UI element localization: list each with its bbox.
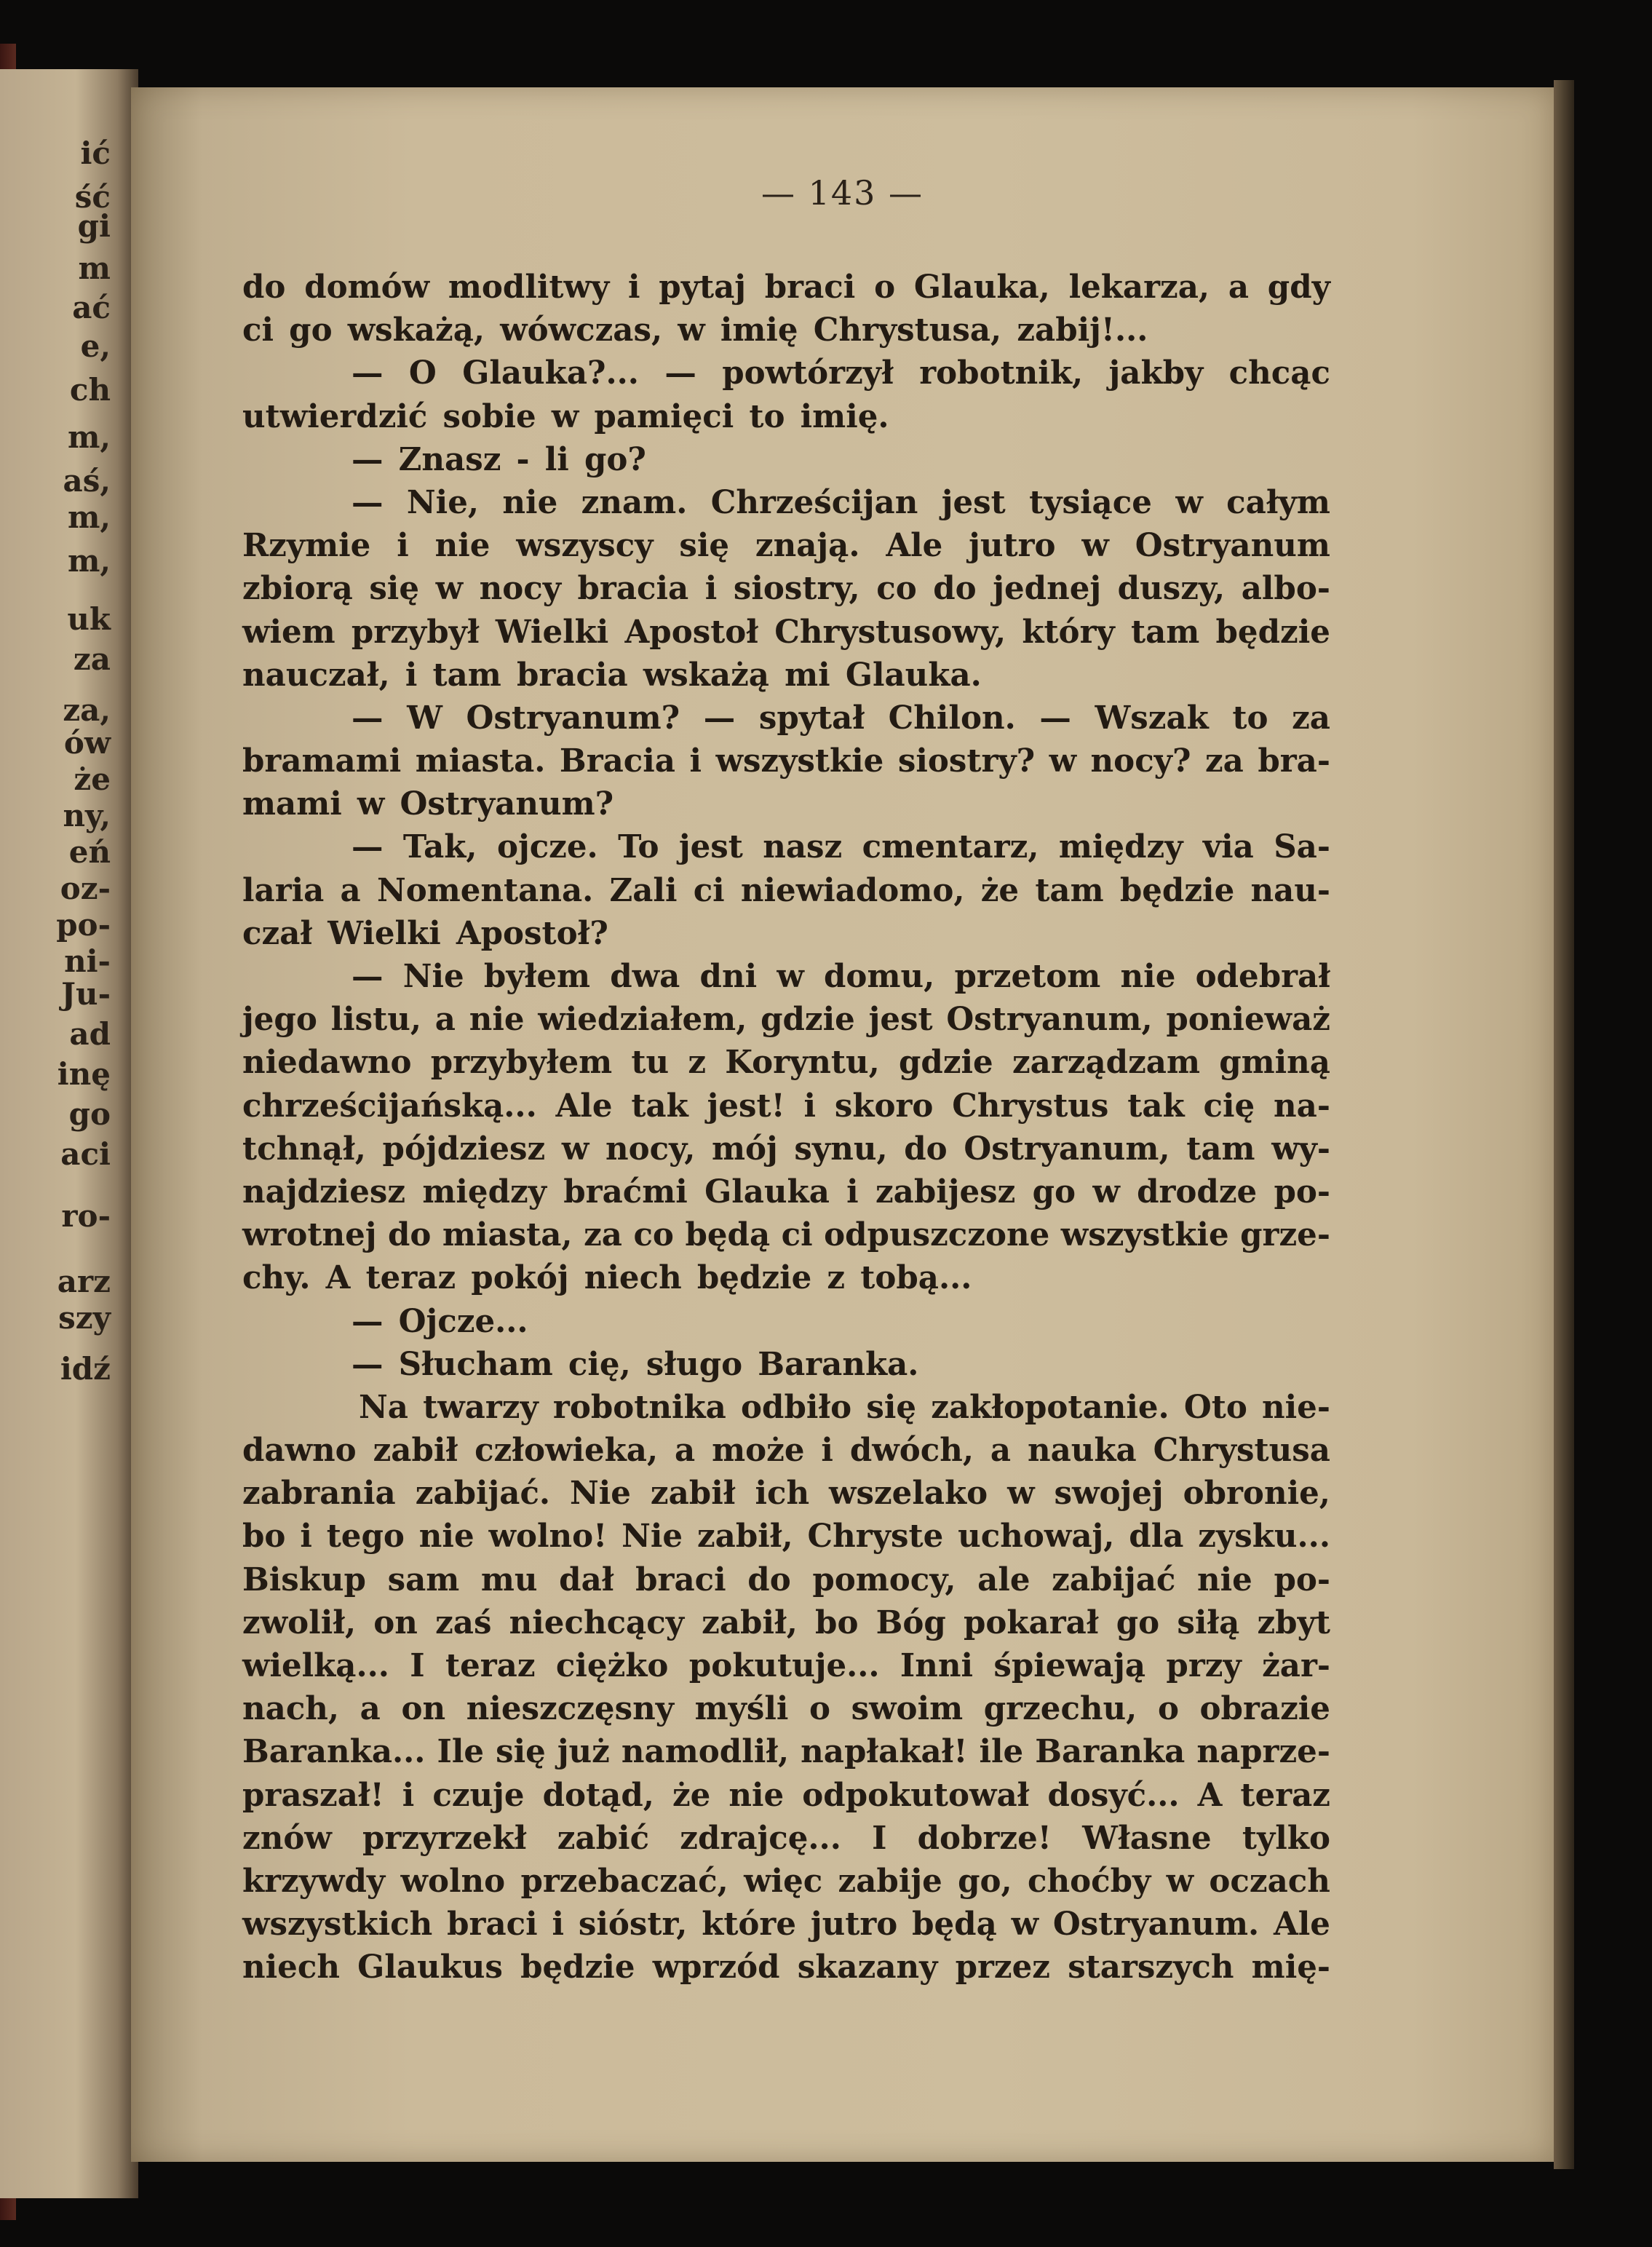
left-page-fragment: gi (77, 208, 111, 244)
text-line: laria a Nomentana. Zali ci niewiadomo, że tam będzie nau- (242, 871, 1330, 909)
text-line: chy. A teraz pokój niech będzie z tobą... (242, 1259, 972, 1297)
text-line: najdziesz między braćmi Glauka i zabijesz go w drodze po- (242, 1173, 1330, 1210)
left-page-fragment: szy (58, 1300, 111, 1336)
text-line: — Słucham cię, sługo Baranka. (352, 1345, 919, 1383)
text-line: nach, a on nieszczęsny myśli o swoim grzechu, o obrazie (242, 1690, 1330, 1728)
left-page-fragment: aci (60, 1136, 111, 1172)
text-line: wrotnej do miasta, za co będą ci odpuszczone wszystkie grze- (242, 1216, 1330, 1254)
left-page-fragment: inę (57, 1056, 111, 1092)
text-line: chrześcijańską... Ale tak jest! i skoro Chrystus tak cię na- (242, 1087, 1330, 1125)
text-line: do domów modlitwy i pytaj braci o Glauka, lekarza, a gdy (242, 269, 1330, 306)
left-page-fragment: ać (72, 290, 111, 325)
text-line: niedawno przybyłem tu z Koryntu, gdzie zarządzam gminą (242, 1044, 1330, 1082)
text-line: tchnął, pójdziesz w nocy, mój synu, do Ostryanum, tam wy- (242, 1130, 1330, 1168)
left-page-fragment: m, (67, 499, 111, 535)
left-page-fragment: ów (63, 725, 111, 761)
left-page-fragment: ść (74, 179, 111, 215)
left-page-fragment: że (74, 761, 111, 797)
left-page-fragment: e, (80, 328, 111, 364)
text-line: zabrania zabijać. Nie zabił ich wszelako w swojej obronie, (242, 1475, 1330, 1513)
text-line: Na twarzy robotnika odbiło się zakłopotanie. Oto nie- (359, 1388, 1330, 1426)
page-right-edge (1554, 80, 1574, 2169)
text-line: dawno zabił człowieka, a może i dwóch, a nauka Chrystusa (242, 1432, 1330, 1470)
text-line: Baranka... Ile się już namodlił, napłakał! ile Baranka naprze- (242, 1733, 1330, 1771)
text-line: niech Glaukus będzie wprzód skazany przez starszych mię- (242, 1949, 1330, 1986)
text-line: — Znasz - li go? (352, 440, 646, 478)
text-line: praszał! i czuje dotąd, że nie odpokutował dosyć... A teraz (242, 1776, 1330, 1814)
text-line: — W Ostryanum? — spytał Chilon. — Wszak to za (352, 699, 1330, 737)
text-line: Biskup sam mu dał braci do pomocy, ale zabijać nie po- (242, 1561, 1330, 1598)
left-page-fragment: po- (56, 907, 111, 943)
left-page-fragment: arz (57, 1264, 111, 1299)
text-line: znów przyrzekł zabić zdrajcę... I dobrze! Własne tylko (242, 1819, 1330, 1857)
text-line: — Nie, nie znam. Chrześcijan jest tysiące w całym (352, 483, 1330, 521)
left-page-fragment: eń (68, 834, 111, 870)
text-line: — Nie byłem dwa dni w domu, przetom nie odebrał (352, 958, 1330, 995)
text-line: bo i tego nie wolno! Nie zabił, Chryste uchowaj, dla zysku... (242, 1518, 1330, 1556)
left-page-fragment: m, (67, 419, 111, 455)
left-page-fragment: ić (80, 135, 111, 171)
left-page-fragment: ni- (64, 943, 111, 979)
left-page-fragment: go (68, 1096, 111, 1132)
left-page-fragment: za (73, 641, 111, 677)
left-page-fragment: m (78, 250, 111, 286)
text-line: czał Wielki Apostoł? (242, 914, 608, 952)
text-line: — Tak, ojcze. To jest nasz cmentarz, między via Sa- (352, 828, 1330, 866)
text-line: krzywdy wolno przebaczać, więc zabije go, choćby w oczach (242, 1862, 1330, 1900)
text-line: nauczał, i tam bracia wskażą mi Glauka. (242, 656, 982, 694)
left-page-fragment: ch (69, 372, 111, 408)
text-line: — O Glauka?... — powtórzył robotnik, jakby chcąc (352, 354, 1330, 392)
text-line: ci go wskażą, wówczas, w imię Chrystusa, zabij!... (242, 312, 1148, 349)
text-line: Rzymie i nie wszyscy się znają. Ale jutro w Ostryanum (242, 527, 1330, 565)
left-page-fragment: ro- (61, 1198, 111, 1234)
left-page-fragment: Ju- (61, 976, 111, 1012)
right-page (131, 87, 1554, 2162)
left-page-fragment: idź (60, 1351, 111, 1387)
text-line: wszystkich braci i sióstr, które jutro będą w Ostryanum. Ale (242, 1906, 1330, 1943)
left-page-fragment: za, (63, 692, 111, 728)
text-line: wiem przybył Wielki Apostoł Chrystusowy, który tam będzie (242, 613, 1330, 651)
left-page-fragment: ad (69, 1016, 111, 1052)
text-line: utwierdzić sobie w pamięci to imię. (242, 397, 889, 435)
left-page (0, 69, 138, 2198)
page-text (242, 266, 1330, 1989)
page-number: — 143 — (761, 173, 924, 213)
left-page-fragment: uk (67, 601, 111, 637)
text-line: — Ojcze... (352, 1302, 528, 1340)
text-line: mami w Ostryanum? (242, 785, 614, 823)
left-page-fragment: aś, (63, 463, 111, 499)
text-line: wielką... I teraz ciężko pokutuje... Inni śpiewają przy żar- (242, 1647, 1330, 1684)
text-line: bramami miasta. Bracia i wszystkie siostry? w nocy? za bra- (242, 742, 1330, 780)
left-page-fragment: m, (67, 543, 111, 579)
left-page-fragment: ny, (63, 798, 111, 833)
text-line: zbiorą się w nocy bracia i siostry, co do jednej duszy, albo- (242, 570, 1330, 608)
text-line: jego listu, a nie wiedziałem, gdzie jest Ostryanum, ponieważ (242, 1001, 1330, 1039)
text-line: zwolił, on zaś niechcący zabił, bo Bóg pokarał go siłą zbyt (242, 1604, 1330, 1641)
left-page-fragment: oz- (60, 871, 111, 906)
